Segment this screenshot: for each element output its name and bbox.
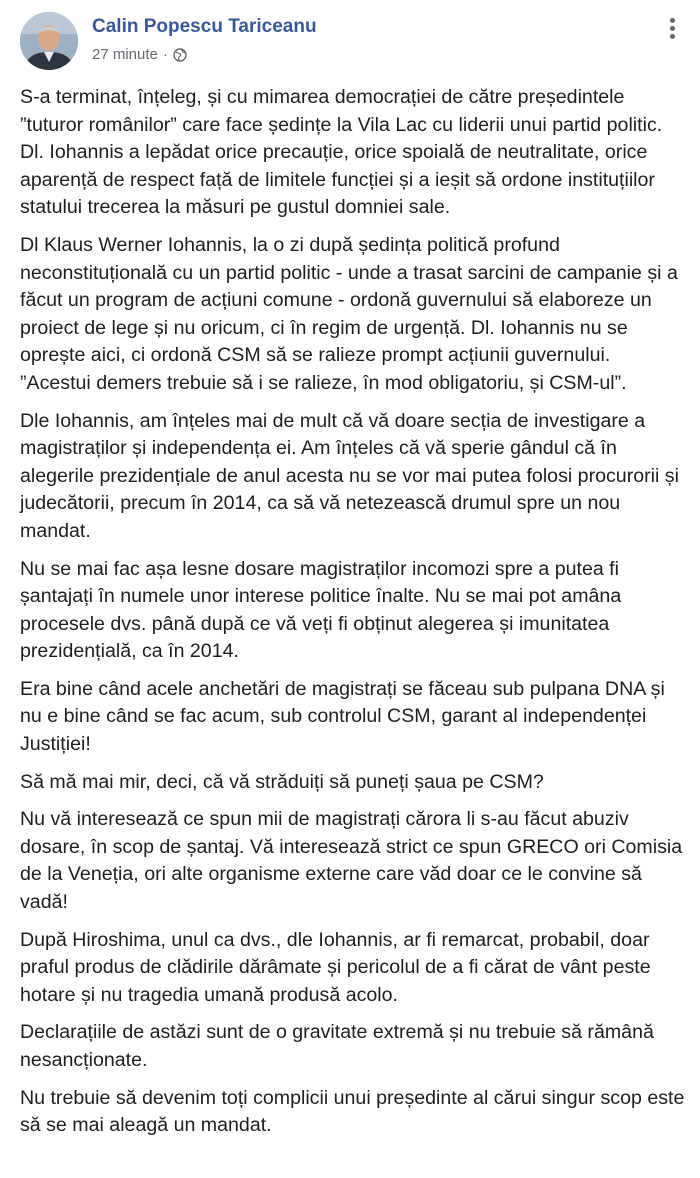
post-meta <box>92 46 187 63</box>
post-paragraph: Era bine când acele anchetări de magistrați se făceau sub pulpana DNA și nu e bine când se fac acum, sub controlul CSM, garant al independenței Justiției! <box>20 677 665 756</box>
post-body <box>20 84 686 1150</box>
dot-icon <box>670 34 675 39</box>
author-avatar[interactable] <box>20 12 78 70</box>
post-paragraph: După Hiroshima, unul ca dvs., dle Iohannis, ar fi remarcat, probabil, doar praful produs de clădirile dărâmate și pericolul de a fi cărat de vânt peste hotare și nu tragedia umană produsă acolo. <box>20 928 651 1006</box>
dot-icon <box>670 18 675 23</box>
globe-icon[interactable] <box>173 48 187 62</box>
meta-separator: · <box>162 46 168 63</box>
post-timestamp[interactable]: 27 minute <box>92 46 158 63</box>
post-paragraph: Să mă mai mir, deci, că vă străduiți să puneți șaua pe CSM? <box>20 770 544 793</box>
avatar-portrait-icon <box>20 12 78 70</box>
post-paragraph: Dl Klaus Werner Iohannis, la o zi după ședința politică profund neconstituțională cu un partid politic - unde a trasat sarcini de campanie și a făcut un program de acțiuni comune - ordonă guvernului să elaboreze un proiect de lege și nu oricum, ci în regim de urgență. Dl. Iohannis nu se oprește aici, ci ordonă CSM să se ralieze prompt acțiunii guvernului. ”Acestui demers trebuie să i se ralieze, în mod obligatoriu, și CSM-ul”. <box>20 233 678 394</box>
post-paragraph: Dle Iohannis, am înțeles mai de mult că vă doare secția de investigare a magistraților și independența ei. Am înțeles că vă sperie gândul că în alegerile prezidențiale de anul acesta nu se vor mai putea folosi procurorii și judecătorii, precum în 2014, ca să vă netezească drumul spre un nou mandat. <box>20 409 679 542</box>
post-paragraph: Nu se mai fac așa lesne dosare magistraților incomozi spre a putea fi șantajați în numele unor interese politice înalte. Nu se mai pot amâna procesele dvs. până după ce vă veți fi obținut alegerea și imunitatea prezidențială, ca în 2014. <box>20 557 622 663</box>
post-header <box>20 12 684 72</box>
post-paragraph: Declarațiile de astăzi sunt de o gravitate extremă și nu trebuie să rămână nesancționate. <box>20 1021 654 1071</box>
post-paragraph: Nu vă interesează ce spun mii de magistrați cărora li s-au făcut abuziv dosare, în scop de șantaj. Vă interesează strict ce spun GRECO ori Comisia de la Veneția, ori alte organisme externe care văd doar ce le convine să vadă! <box>20 808 683 914</box>
dot-icon <box>670 26 675 31</box>
post-paragraph: Nu trebuie să devenim toți complicii unui președinte al cărui singur scop este să se mai aleagă un mandat. <box>20 1086 685 1137</box>
author-name[interactable]: Calin Popescu Tariceanu <box>92 16 317 37</box>
post-paragraph: S-a terminat, înțeleg, și cu mimarea democrației de către președintele ”tuturor românilor” care face ședințe la Vila Lac cu liderii unui partid politic. Dl. Iohannis a lepădat orice precauție, orice spoială de neutralitate, orice aparență de respect față de limitele funcției și a ieșit să ordone instituțiilor statului trecerea la măsuri pe gustul domniei sale. <box>20 86 663 219</box>
more-options-button[interactable] <box>660 16 684 40</box>
